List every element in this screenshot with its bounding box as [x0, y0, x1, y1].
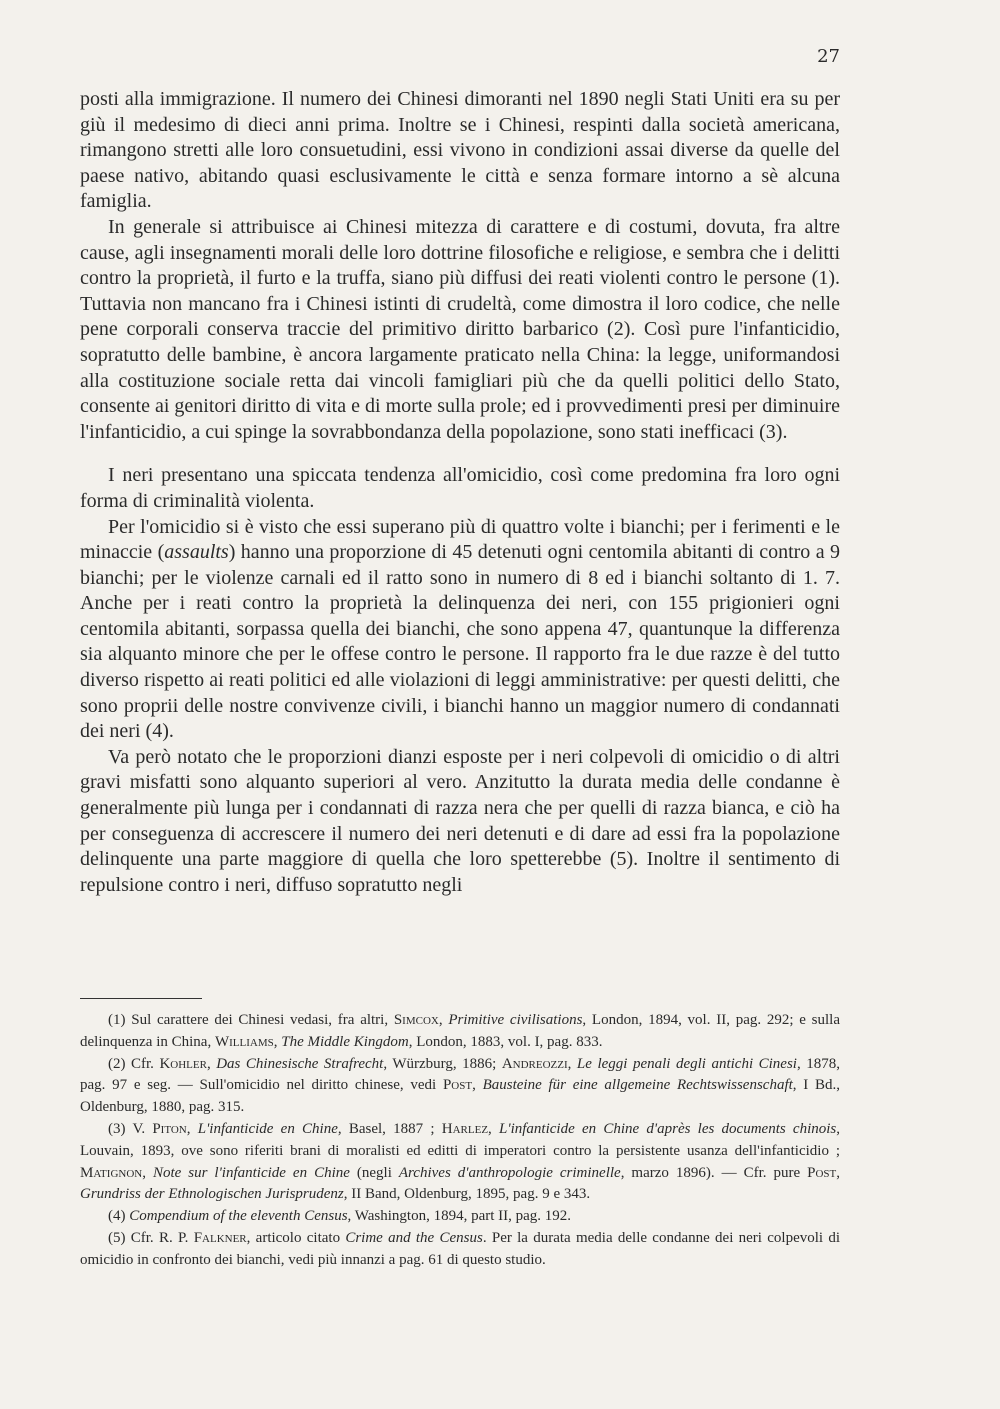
paragraph-1: posti alla immigrazione. Il numero dei Chinesi dimoranti nel 1890 negli Stati Uniti era su per giù il medesimo di dieci anni prima. Inoltre se i Chinesi, respinti dalla società americana, rimangono stretti alle loro consuetudini, essi vivono in condizioni assai diverse da quelle del paese nativo, abitando quasi esclusivamente le città e senza formare intorno a sè alcuna famiglia. — [80, 88, 840, 213]
paragraph-4-part-1: Per l'omicidio si è visto che essi superano più di quattro volte i bianchi; per i ferimenti e le minaccie ( — [80, 515, 840, 564]
fn2-author: Post — [442, 1077, 473, 1094]
fn1-text: , London, 1894, vol. II, pag. 292; e sulla delinquenza in China, — [80, 1012, 840, 1050]
fn2-title: Le leggi penali degli antichi Cinesi — [576, 1055, 797, 1072]
fn3-title: L'infanticide en Chine — [197, 1120, 338, 1137]
footnote-1 — [80, 1010, 840, 1054]
paragraph-2: In generale si attribuisce ai Chinesi mitezza di carattere e di costumi, dovuta, fra altre cause, agli insegnamenti morali delle loro dottrine filosofiche e religiose, e sembra che i delitti contro la proprietà, il furto e la truffa, siano più diffusi dei reati violenti contro le persone (1). Tuttavia non mancano fra i Chinesi istinti di crudeltà, come dimostra il loro codice, che nelle pene corporali conserva traccie del primitivo diritto barbarico (2). Così pure l'infanticidio, sopratutto delle bambine, è ancora largamente praticato nella China: la legge, uniformandosi alla costituzione sociale retta dai vincoli famigliari più che da quelli politici dello Stato, consente ai genitori diritto di vita e di morte sulla prole; ed i provvedimenti presi per diminuire l'infanticidio, a cui spinge la sovrabbondanza della popolazione, sono stati inefficaci (3). — [80, 215, 840, 443]
fn2-author: Kohler — [159, 1055, 207, 1072]
fn3-text: , II Band, Oldenburg, 1895, pag. 9 e 343. — [343, 1186, 591, 1203]
paragraph-3: I neri presentano una spiccata tendenza all'omicidio, così come predomina fra loro ogni forma di criminalità violenta. — [80, 464, 840, 512]
fn3-text: (negli — [349, 1164, 399, 1181]
fn1-text: , — [273, 1033, 282, 1050]
main-text — [80, 87, 840, 898]
fn3-text: , — [142, 1164, 153, 1181]
fn5-author: Falkner — [193, 1229, 247, 1246]
paragraph-4-term-assaults: assaults — [164, 541, 229, 564]
fn2-title: Bausteine für eine allgemeine Rechtswissenschaft — [482, 1077, 793, 1094]
fn1-title: The Middle Kingdom — [281, 1033, 409, 1050]
fn3-title: Grundriss der Ethnologischen Jurisprudenz — [80, 1186, 344, 1203]
fn2-text: , — [472, 1077, 483, 1094]
fn5-text: (5) Cfr. R. P. — [108, 1229, 194, 1246]
fn4-text: (4) — [108, 1208, 130, 1225]
fn3-author: Harlez — [441, 1120, 489, 1137]
fn3-text: , Louvain, 1893, ove sono riferiti brani di moralisti ed editti di imperatori contro la persistente usanza dell'infanticidio ; — [80, 1120, 840, 1159]
fn3-text: (3) V. — [108, 1120, 153, 1137]
fn2-text: , 1878, pag. 97 e seg. — Sull'omicidio nel diritto chinese, vedi — [80, 1055, 840, 1094]
footnote-4 — [80, 1206, 840, 1228]
fn3-author: Matignon — [80, 1164, 143, 1181]
fn3-text: , — [186, 1120, 198, 1137]
footnote-3 — [80, 1119, 840, 1206]
fn3-text: , marzo 1896). — Cfr. pure — [620, 1164, 808, 1181]
paragraph-4 — [80, 515, 840, 745]
fn2-text: , — [206, 1055, 217, 1072]
fn3-title: Archives d'anthropologie criminelle — [398, 1164, 621, 1181]
fn5-title: Crime and the Census — [345, 1229, 483, 1246]
fn1-text: , London, 1883, vol. I, pag. 833. — [408, 1033, 603, 1050]
fn1-text: , — [438, 1012, 449, 1028]
fn5-text: , articolo citato — [246, 1229, 346, 1246]
fn5-text: . Per la durata media delle condanne dei neri colpevoli di omicidio in confronto dei bianchi, vedi più innanzi a pag. 61 di questo studio. — [80, 1229, 841, 1268]
fn3-text: , Basel, 1887 ; — [337, 1120, 442, 1137]
fn1-title: Primitive civilisations — [448, 1012, 583, 1028]
fn4-title: Compendium of the eleventh Census — [129, 1208, 348, 1225]
footnote-divider — [80, 998, 202, 999]
footnote-5 — [80, 1228, 840, 1272]
fn2-text: , Würzburg, 1886; — [383, 1055, 502, 1072]
fn3-text: , — [836, 1164, 840, 1181]
fn1-author: Williams — [214, 1033, 274, 1050]
paragraph-5: Va però notato che le proporzioni dianzi esposte per i neri colpevoli di omicidio o di altri gravi misfatti sono alquanto superiori al vero. Anzitutto la durata media delle condanne è generalmente più lunga per i condannati di razza nera che per quelli di razza bianca, e ciò ha per conseguenza di accrescere il numero dei neri detenuti e di dare ad essi fra la popolazione delinquente una parte maggiore di quella che loro spetterebbe (5). Inoltre il sentimento di repulsione contro i neri, diffuso sopratutto negli — [80, 745, 840, 896]
footnote-2 — [80, 1054, 840, 1119]
fn3-author: Piton — [152, 1120, 187, 1137]
fn2-text: (2) Cfr. — [108, 1055, 160, 1072]
fn3-author: Post — [807, 1164, 837, 1181]
fn2-text: , I Bd., Oldenburg, 1880, pag. 315. — [80, 1077, 841, 1116]
fn1-author: Simcox — [393, 1012, 439, 1028]
fn4-text: , Washington, 1894, part II, pag. 192. — [347, 1208, 572, 1225]
page-number: 27 — [817, 46, 840, 67]
fn3-title: Note sur l'infanticide en Chine — [152, 1164, 350, 1181]
fn3-title: L'infanticide en Chine d'après les documents chinois — [499, 1120, 837, 1137]
fn3-text: , — [488, 1120, 500, 1137]
fn2-text: , — [567, 1055, 577, 1072]
fn2-author: Andreozzi — [501, 1055, 568, 1072]
footnotes — [80, 1010, 840, 1272]
paragraph-4-part-2: ) hanno una proporzione di 45 detenuti ogni centomila abitanti di contro a 9 bianchi; per le violenze carnali ed il ratto sono in numero di 8 ed i bianchi soltanto di 1. 7. Anche per i reati contro la proprietà la delinquenza dei neri, con 155 prigionieri ogni centomila abitanti, sorpassa quella dei bianchi, che sono appena 47, quantunque la differenza sia alquanto minore che per le offese contro le persone. Il rapporto fra le due razze è del tutto diverso rispetto ai reati politici ed alle violazioni di leggi amministrative: per questi delitti, che sono proprii delle nostre convivenze civili, i bianchi hanno un maggior numero di condannati dei neri (4). — [80, 541, 840, 743]
fn2-title: Das Chinesische Strafrecht — [216, 1055, 384, 1072]
fn1-text: (1) Sul carattere dei Chinesi vedasi, fra altri, — [108, 1012, 394, 1028]
